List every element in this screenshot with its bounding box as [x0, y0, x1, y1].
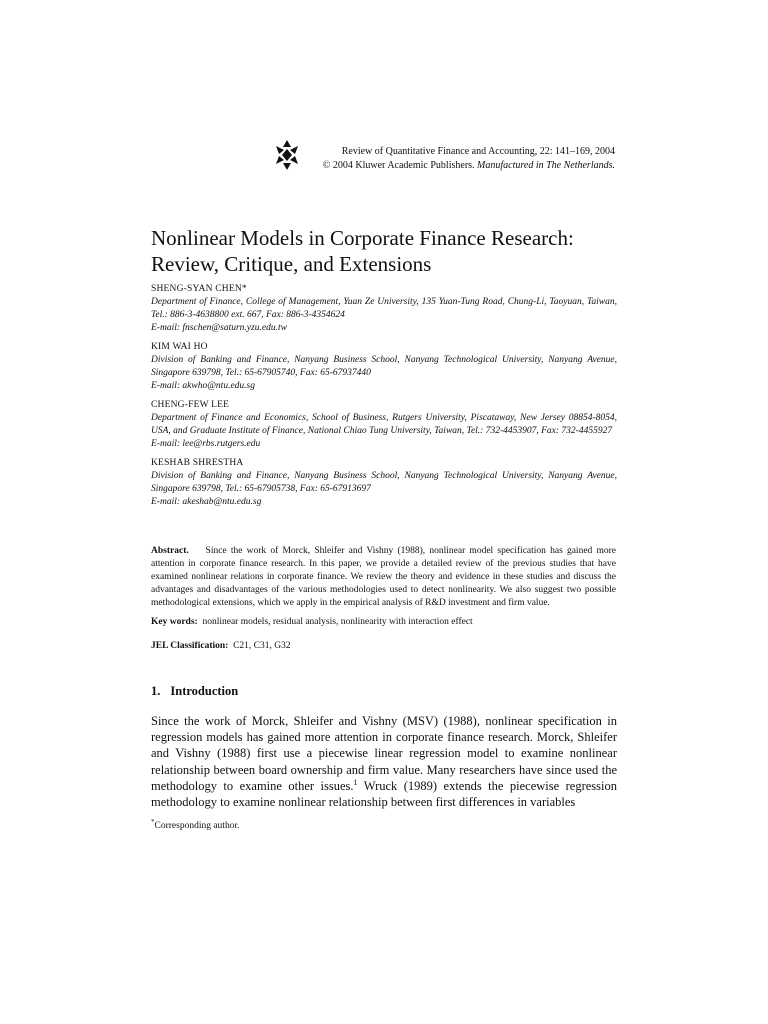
author-block — [151, 399, 617, 451]
author-name: KIM WAI HO — [151, 342, 208, 352]
section-title: Introduction — [170, 684, 239, 698]
abstract — [151, 545, 616, 610]
keywords-label: Key words: — [151, 617, 198, 627]
journal-citation: Review of Quantitative Finance and Accounting, 22: 141–169, 2004 — [341, 146, 615, 157]
author-affiliation: Division of Banking and Finance, Nanyang Business School, Nanyang Technological University, Nanyang Avenue, Singapore 639798, Tel.: 65-67905738, Fax: 65-67913697 — [151, 471, 617, 494]
keywords — [151, 616, 616, 629]
author-email: E-mail: akeshab@ntu.edu.sg — [151, 497, 262, 507]
copyright-line — [323, 159, 615, 173]
title-line-1: Nonlinear Models in Corporate Finance Research: — [151, 226, 574, 250]
author-name: KESHAB SHRESTHA — [151, 458, 244, 468]
author-affiliation: Department of Finance, College of Management, Yuan Ze University, 135 Yuan-Tung Road, Chung-Li, Taoyuan, Taiwan, Tel.: 886-3-4638800 ext. 667, Fax: 886-3-4354624 — [151, 297, 617, 320]
jel-label: JEL Classification: — [151, 641, 229, 651]
intro-paragraph — [151, 713, 617, 810]
intro-text-part-2: Wruck (1989) extends the piecewise regression methodology to examine nonlinear relationship between first differences in variables — [151, 778, 618, 810]
author-list — [151, 283, 617, 515]
footnote — [151, 816, 239, 833]
author-email: E-mail: fnschen@saturn.yzu.edu.tw — [151, 323, 287, 333]
section-heading — [151, 684, 238, 699]
abstract-text: Since the work of Morck, Shleifer and Vishny (1988), nonlinear model specification has gained more attention in corporate finance research. In this paper, we provide a detailed review of the previous studies that have examined nonlinear relations in corporate finance. We review the theory and evidence in these studies and discuss the advantages and disadvantages of the various methodologies used to detect nonlinearity. We also suggest two possible methodological extensions, which we apply in the empirical analysis of R&D investment and firm value. — [151, 546, 616, 608]
author-affiliation: Division of Banking and Finance, Nanyang Business School, Nanyang Technological University, Nanyang Avenue, Singapore 639798, Tel.: 65-67905740, Fax: 65-67937440 — [151, 355, 617, 378]
title-line-2: Review, Critique, and Extensions — [151, 252, 432, 276]
copyright-manufactured: Manufactured in The Netherlands. — [477, 159, 615, 171]
footnote-text: Corresponding author. — [154, 821, 240, 832]
jel-codes: C21, C31, G32 — [233, 641, 291, 651]
author-block — [151, 341, 617, 393]
author-block — [151, 457, 617, 509]
author-name: CHENG-FEW LEE — [151, 400, 230, 410]
author-email: E-mail: lee@rbs.rutgers.edu — [151, 439, 261, 449]
section-number: 1. — [151, 684, 161, 698]
copyright-prefix: © 2004 Kluwer Academic Publishers. — [322, 159, 478, 171]
intro-text-part-1: Since the work of Morck, Shleifer and Vishny (MSV) (1988), nonlinear specification in regression models has gained more attention in corporate finance research. Morck, Shleifer and Vishny (1988) first use a piecewise linear regression model to examine nonlinear relationship between board ownership and firm value. Many researchers have since used the methodology to examine other issues. — [151, 714, 617, 793]
keywords-text: nonlinear models, residual analysis, nonlinearity with interaction effect — [202, 617, 473, 627]
author-affiliation: Department of Finance and Economics, School of Business, Rutgers University, Piscataway, New Jersey 08854-8054, USA, and Graduate Institute of Finance, National Chiao Tung University, Taiwan, Tel.: 732-4453907, Fax: 732-4455927 — [151, 413, 617, 436]
abstract-label: Abstract. — [151, 546, 189, 556]
paper-title — [151, 225, 631, 277]
footnote-ref: 1 — [353, 777, 358, 787]
publisher-logo-icon — [274, 140, 300, 170]
footnote-mark: * — [151, 818, 155, 826]
author-email: E-mail: akwho@ntu.edu.sg — [151, 381, 255, 391]
journal-header — [323, 145, 615, 172]
author-name: SHENG-SYAN CHEN* — [151, 284, 247, 294]
author-block — [151, 283, 617, 335]
jel-classification — [151, 640, 616, 653]
